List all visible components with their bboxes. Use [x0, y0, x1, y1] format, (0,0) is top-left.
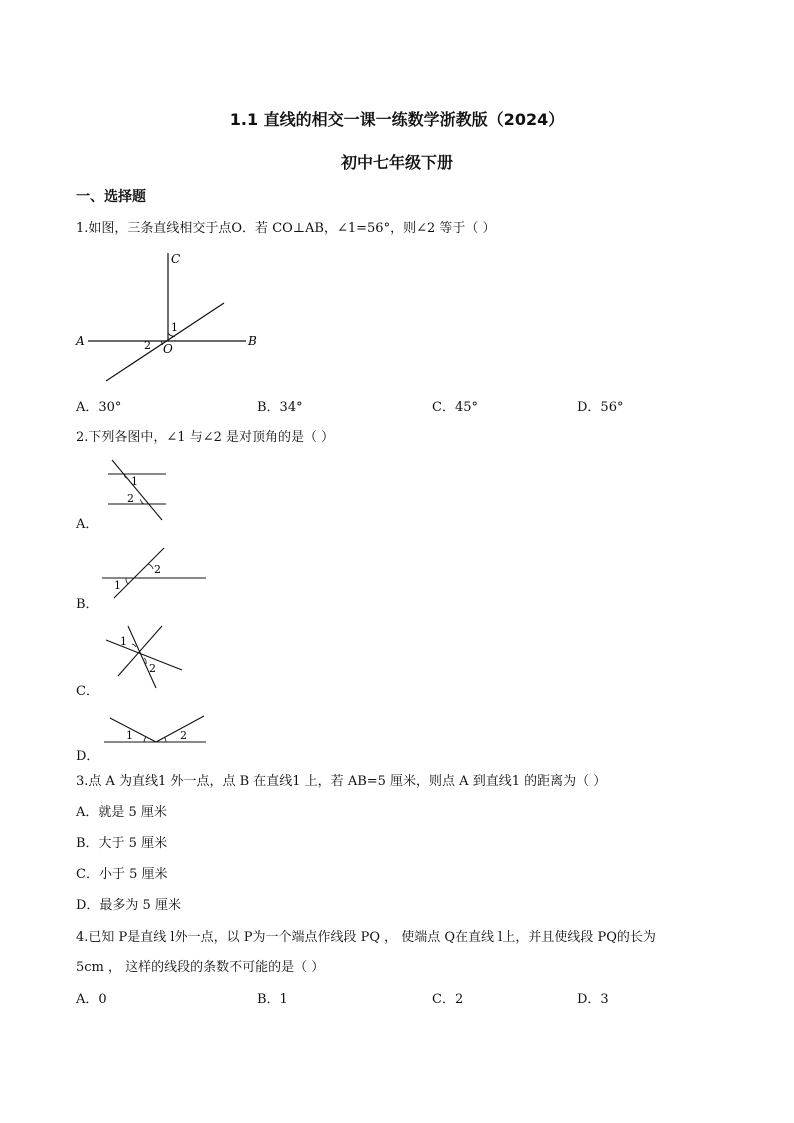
angle-2-label: 2 [180, 729, 187, 742]
label-o: O [163, 342, 173, 356]
question-1-figure [70, 245, 270, 385]
label-b: B [248, 334, 257, 348]
angle-2-label: 2 [149, 662, 156, 675]
question-4-option-b[interactable]: B．1 [257, 992, 288, 1007]
angle-1-label: 1 [171, 321, 178, 334]
question-4-stem-line-2: 5cm ， 这样的线段的条数不可能的是（ ） [76, 960, 325, 975]
question-3-option-a[interactable]: A．就是 5 厘米 [76, 805, 167, 820]
question-4-option-a[interactable]: A．0 [76, 992, 107, 1007]
question-2-figure-b [100, 544, 210, 600]
question-2-figure-a [100, 456, 180, 526]
question-1-option-c[interactable]: C．45° [432, 400, 478, 415]
angle-1-label: 1 [126, 729, 133, 742]
question-4-stem-line-1: 4.已知 P是直线 l外一点，以 P为一个端点作线段 PQ ， 使端点 Q在直线 l上，并且使线段 PQ的长为 [76, 930, 656, 945]
question-2-stem: 2.下列各图中，∠1 与∠2 是对顶角的是（ ） [76, 430, 335, 445]
question-1-option-b[interactable]: B．34° [257, 400, 303, 415]
question-2-option-d[interactable]: D． [76, 749, 100, 764]
question-3-option-b[interactable]: B．大于 5 厘米 [76, 836, 168, 851]
angle-1-label: 1 [114, 579, 121, 592]
document-subtitle: 初中七年级下册 [340, 153, 453, 172]
label-a: A [76, 334, 85, 348]
question-3-option-d[interactable]: D．最多为 5 厘米 [76, 898, 181, 913]
label-c: C [171, 252, 181, 266]
question-2-figure-d [100, 712, 210, 748]
question-2-option-c[interactable]: C． [76, 684, 99, 699]
section-heading: 一、选择题 [76, 189, 146, 205]
question-4-option-c[interactable]: C．2 [432, 992, 464, 1007]
angle-1-label: 1 [120, 635, 127, 648]
question-2-option-a[interactable]: A． [76, 517, 99, 532]
angle-1-label: 1 [131, 475, 138, 488]
angle-2-label: 2 [127, 492, 134, 505]
angle-2-label: 2 [144, 339, 151, 352]
question-4-option-d[interactable]: D．3 [577, 992, 609, 1007]
question-1-stem: 1.如图，三条直线相交于点O．若 CO⊥AB，∠1=56°，则∠2 等于（ ） [76, 221, 496, 236]
question-3-stem: 3.点 A 为直线1 外一点，点 B 在直线1 上，若 AB=5 厘米，则点 A 到直线1 的距离为（ ） [76, 774, 607, 789]
question-1-option-d[interactable]: D．56° [577, 400, 624, 415]
question-3-option-c[interactable]: C．小于 5 厘米 [76, 867, 168, 882]
angle-2-label: 2 [154, 563, 161, 576]
document-title: 1.1 直线的相交一课一练数学浙教版（2024） [229, 110, 565, 129]
question-1-option-a[interactable]: A．30° [76, 400, 122, 415]
question-2-option-b[interactable]: B． [76, 597, 99, 612]
question-2-figure-c [100, 620, 190, 690]
